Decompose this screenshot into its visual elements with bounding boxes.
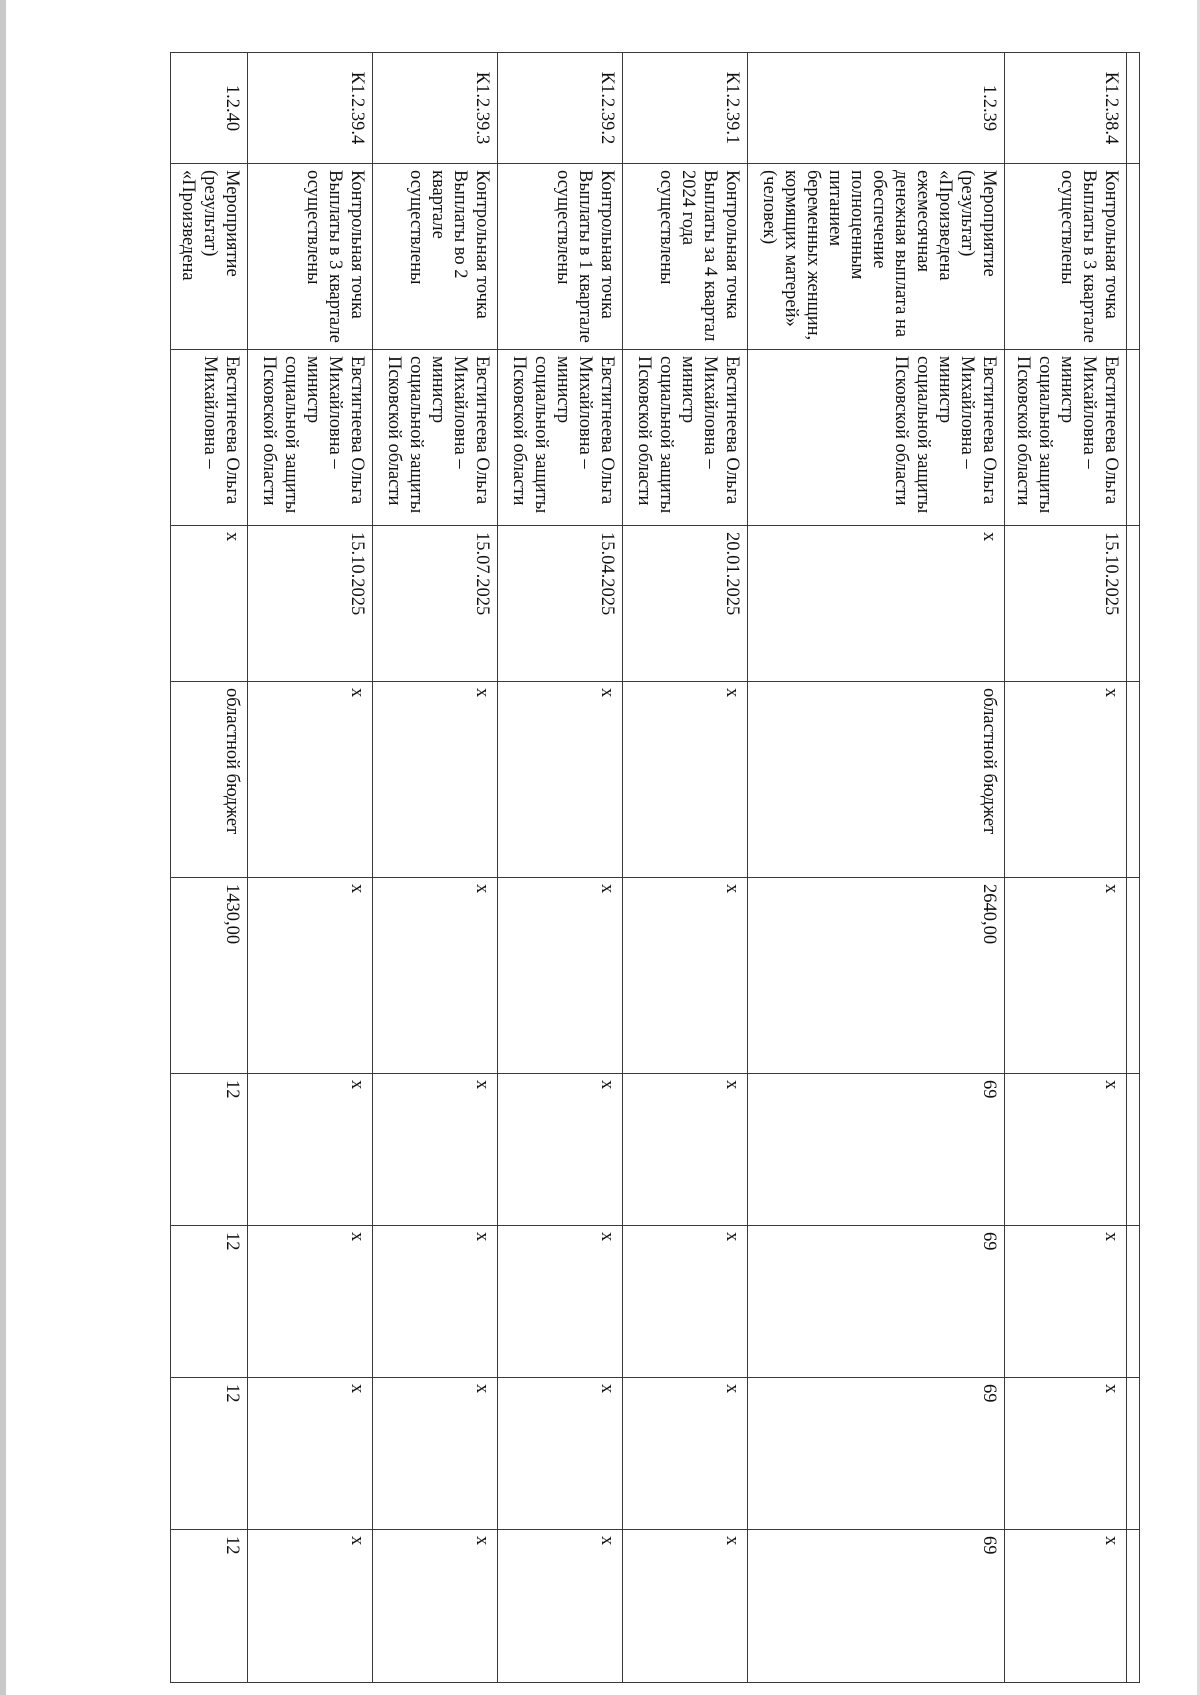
row-responsible: Евстигнеева Ольга Михайловна – министр социальной защиты Псковской области [1004, 350, 1126, 526]
rotated-page [170, 52, 1140, 1682]
row-value-2: x [497, 1226, 622, 1378]
row-source: областной бюджет [171, 682, 248, 878]
row-value-3: 12 [171, 1378, 248, 1530]
row-source: x [247, 682, 372, 878]
row-value-3: x [622, 1378, 747, 1530]
table-row [1004, 53, 1126, 1683]
row-amount: x [497, 878, 622, 1074]
header-cell [1126, 350, 1139, 526]
row-responsible: Евстигнеева Ольга Михайловна – министр социальной защиты Псковской области [247, 350, 372, 526]
row-value-2: 69 [747, 1226, 1004, 1378]
row-amount: x [1004, 878, 1126, 1074]
row-responsible: Евстигнеева Ольга Михайловна – министр социальной защиты Псковской области [497, 350, 622, 526]
table-body [171, 53, 1140, 1683]
row-amount: x [372, 878, 497, 1074]
header-cell [1126, 878, 1139, 1074]
row-number: К1.2.39.3 [372, 53, 497, 164]
row-value-4: x [497, 1530, 622, 1683]
header-cell [1126, 1074, 1139, 1226]
row-value-2: x [372, 1226, 497, 1378]
row-value-3: x [1004, 1378, 1126, 1530]
table-row [372, 53, 497, 1683]
row-date: 15.10.2025 [1004, 526, 1126, 682]
row-value-1: 12 [171, 1074, 248, 1226]
row-value-3: x [247, 1378, 372, 1530]
row-value-3: x [372, 1378, 497, 1530]
header-cell [1126, 526, 1139, 682]
row-value-2: x [1004, 1226, 1126, 1378]
table-row [247, 53, 372, 1683]
row-title: Контрольная точка Выплаты в 1 квартале осуществлены [497, 164, 622, 350]
row-number: 1.2.40 [171, 53, 248, 164]
row-amount: x [247, 878, 372, 1074]
header-cell [1126, 1530, 1139, 1683]
row-date: x [747, 526, 1004, 682]
row-amount: x [622, 878, 747, 1074]
row-title: Мероприятие (результат) «Произведена ежемесячная денежная выплата на обеспечение полноценным питанием беременных женщин, кормящих матерей» (человек) [747, 164, 1004, 350]
header-cell [1126, 164, 1139, 350]
header-cell [1126, 1226, 1139, 1378]
row-date: 20.01.2025 [622, 526, 747, 682]
page-edge-left [0, 0, 6, 1695]
row-responsible: Евстигнеева Ольга Михайловна – министр социальной защиты Псковской области [622, 350, 747, 526]
row-value-1: x [1004, 1074, 1126, 1226]
row-value-4: 12 [171, 1530, 248, 1683]
header-cell [1126, 53, 1139, 164]
row-responsible: Евстигнеева Ольга Михайловна – министр социальной защиты Псковской области [747, 350, 1004, 526]
row-source: x [1004, 682, 1126, 878]
row-title: Контрольная точка Выплаты в 3 квартале осуществлены [247, 164, 372, 350]
row-source: x [622, 682, 747, 878]
row-title: Контрольная точка Выплаты за 4 квартал 2024 года осуществлены [622, 164, 747, 350]
row-date: x [171, 526, 248, 682]
row-value-1: x [372, 1074, 497, 1226]
row-amount: 1430,00 [171, 878, 248, 1074]
row-amount: 2640,00 [747, 878, 1004, 1074]
data-table [170, 52, 1140, 1683]
row-value-1: x [497, 1074, 622, 1226]
row-value-4: x [622, 1530, 747, 1683]
row-value-2: 12 [171, 1226, 248, 1378]
row-value-1: 69 [747, 1074, 1004, 1226]
row-responsible: Евстигнеева Ольга Михайловна – министр социальной защиты Псковской области [372, 350, 497, 526]
row-value-4: 69 [747, 1530, 1004, 1683]
row-title: Мероприятие (результат) «Произведена [171, 164, 248, 350]
row-value-3: 69 [747, 1378, 1004, 1530]
row-number: К1.2.38.4 [1004, 53, 1126, 164]
row-value-2: x [247, 1226, 372, 1378]
table-header-strip [1126, 53, 1139, 1683]
table-row [171, 53, 248, 1683]
row-value-2: x [622, 1226, 747, 1378]
row-value-4: x [247, 1530, 372, 1683]
row-title: Контрольная точка Выплаты в 3 квартале осуществлены [1004, 164, 1126, 350]
row-source: x [497, 682, 622, 878]
row-value-3: x [497, 1378, 622, 1530]
header-cell [1126, 1378, 1139, 1530]
row-number: К1.2.39.4 [247, 53, 372, 164]
row-source: областной бюджет [747, 682, 1004, 878]
header-cell [1126, 682, 1139, 878]
row-date: 15.10.2025 [247, 526, 372, 682]
row-value-4: x [1004, 1530, 1126, 1683]
row-number: К1.2.39.2 [497, 53, 622, 164]
table-row [747, 53, 1004, 1683]
row-date: 15.04.2025 [497, 526, 622, 682]
row-source: x [372, 682, 497, 878]
row-value-4: x [372, 1530, 497, 1683]
row-number: К1.2.39.1 [622, 53, 747, 164]
table-row [497, 53, 622, 1683]
table-row [622, 53, 747, 1683]
row-value-1: x [247, 1074, 372, 1226]
row-responsible: Евстигнеева Ольга Михайловна – [171, 350, 248, 526]
row-number: 1.2.39 [747, 53, 1004, 164]
row-title: Контрольная точка Выплаты во 2 квартале осуществлены [372, 164, 497, 350]
row-value-1: x [622, 1074, 747, 1226]
row-date: 15.07.2025 [372, 526, 497, 682]
